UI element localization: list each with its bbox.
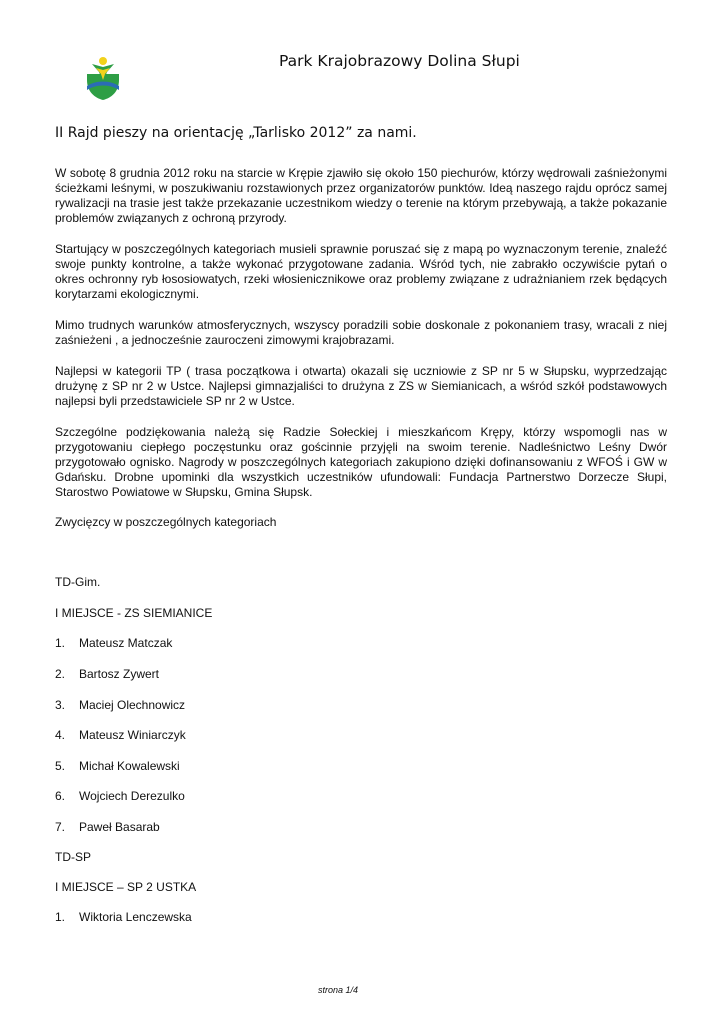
list-item-name: Wojciech Derezulko — [79, 789, 185, 803]
list-item-name: Mateusz Matczak — [79, 636, 173, 650]
paragraph-results: Najlepsi w kategorii TP ( trasa początkowa i otwarta) okazali się uczniowie z SP nr 5 w Słupsku, wyprzedzając drużynę z SP nr 2 w Ustce. Najlepsi gimnazjaliści to drużyna z ZS w Siemianicach, a wśród szkół podstawowych najlepsi byli przedstawiciele SP nr 2 w Ustce. — [55, 364, 667, 408]
list-item-number: 3. — [55, 698, 66, 712]
paragraph-thanks: Szczególne podziękowania należą się Radzie Sołeckiej i mieszkańcom Krępy, którzy wspomogli nas w przygotowaniu ciepłego poczęstunku oraz gościnnie przyjęli na swoim terenie. Nadleśnictwo Leśny Dwór przygotowało ognisko. Nagrody w poszczególnych kategoriach zakupiono dzięki dofinansowaniu z WFOŚ i GW w Gdańsku. Drobne upominki dla wszystkich uczestników ufundowali: Fundacja Partnerstwo Dorzecze Słupi, Starostwo Powiatowe w Słupsku, Gmina Słupsk. — [55, 425, 667, 499]
list-item-number: 6. — [55, 789, 66, 803]
list-item-name: Michał Kowalewski — [79, 759, 180, 773]
list-item-name: Mateusz Winiarczyk — [79, 728, 186, 742]
list-item-name: Maciej Olechnowicz — [79, 698, 186, 712]
paragraph-weather: Mimo trudnych warunków atmosferycznych, wszyscy poradzili sobie doskonale z pokonaniem trasy, wracali z niej zaśnieżeni , a jednocześnie zauroczeni zimowymi krajobrazami. — [55, 318, 667, 347]
list-item — [55, 789, 185, 804]
place-td-gim: I MIEJSCE - ZS SIEMIANICE — [55, 606, 213, 620]
list-item — [55, 910, 192, 925]
list-item-name: Wiktoria Lenczewska — [79, 910, 192, 924]
list-item-number: 4. — [55, 728, 66, 742]
list-item-number: 5. — [55, 759, 66, 773]
list-item-number: 1. — [55, 636, 66, 650]
list-item-number: 1. — [55, 910, 66, 924]
site-title: Park Krajobrazowy Dolina Słupi — [279, 52, 520, 70]
park-logo-icon — [84, 50, 122, 102]
winners-heading: Zwycięzcy w poszczególnych kategoriach — [55, 515, 277, 529]
list-item-name: Paweł Basarab — [79, 820, 160, 834]
list-item — [55, 759, 180, 774]
paragraph-intro: W sobotę 8 grudnia 2012 roku na starcie w Krępie zjawiło się około 150 piechurów, którzy wędrowali zaśnieżonymi ścieżkami leśnymi, w poszukiwaniu rozstawionych przez organizatorów punktów. Ideą naszego rajdu oprócz samej rywalizacji na trasie jest także przekazanie uczestnikom wiedzy o terenie na którym przebywają, a także pokazanie problemów związanych z ochroną przyrody. — [55, 166, 667, 225]
category-td-sp: TD-SP — [55, 850, 91, 864]
article-title: II Rajd pieszy na orientację „Tarlisko 2012” za nami. — [55, 125, 417, 141]
list-item-number: 2. — [55, 667, 66, 681]
paragraph-tasks: Startujący w poszczególnych kategoriach musieli sprawnie poruszać się z mapą po wyznaczonym terenie, znaleźć swoje punkty kontrolne, a także wykonać przygotowane zadania. Wśród tych, nie zabrakło oczywiście pytań o okres ochronny ryb łososiowatych, rzeki włosienicznikowe oraz problemy związane z udrażnianiem rzek będących korytarzami ekologicznymi. — [55, 242, 667, 301]
list-item — [55, 636, 172, 651]
list-item — [55, 667, 159, 682]
place-td-sp: I MIEJSCE – SP 2 USTKA — [55, 880, 197, 894]
page-number: strona 1/4 — [318, 985, 359, 995]
list-item-number: 7. — [55, 820, 66, 834]
list-item — [55, 728, 186, 743]
list-item-name: Bartosz Zywert — [79, 667, 160, 681]
list-item — [55, 698, 185, 713]
category-td-gim: TD-Gim. — [55, 575, 101, 589]
list-item — [55, 820, 160, 835]
